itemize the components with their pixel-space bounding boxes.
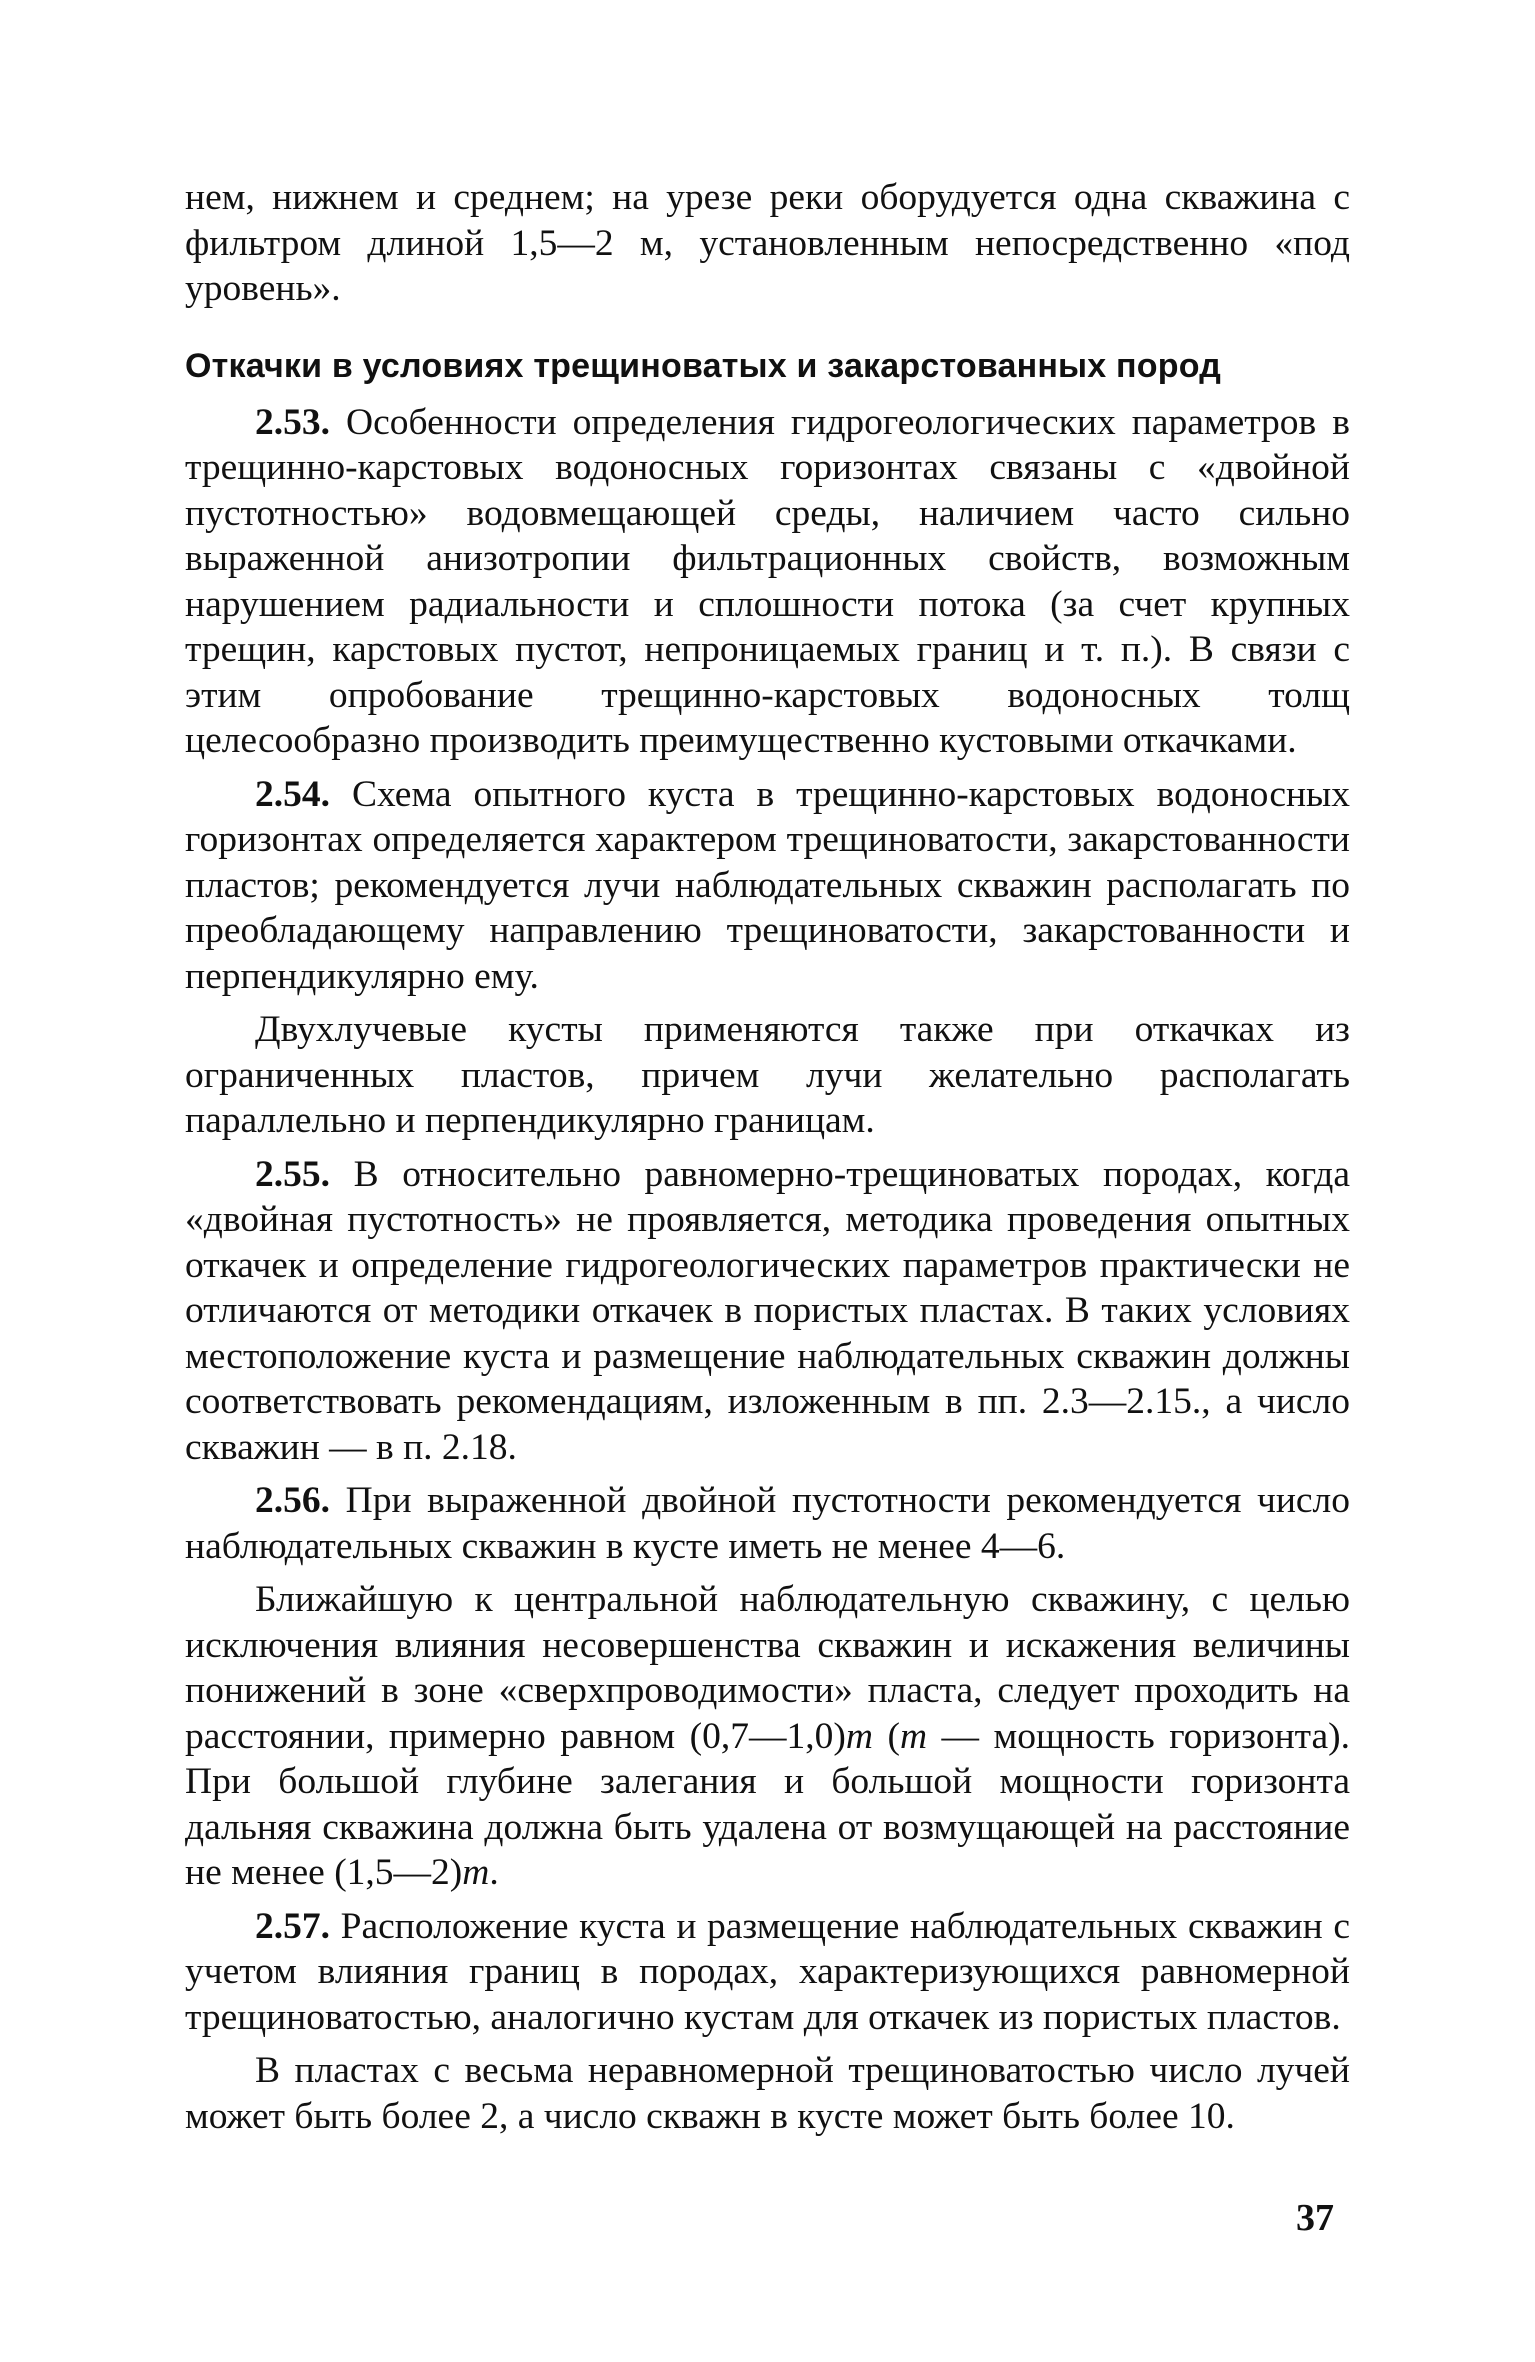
paragraph-2-54 [185, 772, 1350, 1000]
paragraph-text: В относительно равномерно-трещиноватых породах, когда «двойная пустотность» не проявляется, методика проведения опытных откачек и определение гидрогеологических параметров практически не отличаются от методики откачек в пористых пластах. В таких условиях местоположение куста и размещение наблюдательных скважин должны соответствовать рекомендациям, изложенным в пп. 2.3—2.15., а число скважин — в п. 2.18. [185, 1153, 1350, 1468]
clause-number: 2.57. [255, 1905, 330, 1947]
clause-number: 2.56. [255, 1480, 330, 1521]
paragraph-text: Расположение куста и размещение наблюдательных скважин с учетом влияния границ в породах, характеризующихся равномерной трещиноватостью, аналогично кустам для откачек из пористых пластов. [185, 1905, 1350, 2038]
page-body [185, 175, 1350, 2139]
section-heading: Откачки в условиях трещиноватых и закарстованных пород [185, 346, 1222, 385]
variable-m: m [845, 1715, 873, 1757]
paragraph-text: — мощность горизонта). При большой глубине залегания и большой мощности горизонта дальняя скважина должна быть удалена от возмущающей на расстояние не менее (1,5—2) [185, 1715, 1350, 1893]
paragraph-2-53 [185, 400, 1350, 764]
paragraph-text: При выраженной двойной пустотности рекомендуется число наблюдательных скважин в кусте иметь не менее 4—6. [185, 1480, 1350, 1567]
paragraph-text: Особенности определения гидрогеологических параметров в трещинно-карстовых водоносных горизонтах связаны с «двойной пустотностью» водовмещающей среды, наличием часто сильно выраженной анизотропии фильтрационных свойств, возможным нарушением радиальности и сплошности потока (за счет крупных трещин, карстовых пустот, непроницаемых границ и т. п.). В связи с этим опробование трещинно-карстовых водоносных толщ целесообразно производить преимущественно кустовыми откачками. [185, 401, 1350, 761]
paragraph-2-55 [185, 1152, 1350, 1471]
paragraph-text: Ближайшую к центральной наблюдательную скважину, с целью исключения влияния несовершенства скважин и искажения величины понижений в зоне «сверхпроводимости» пласта, следует проходить на расстоянии, примерно равном (0,7—1,0) [185, 1579, 1350, 1757]
paragraph-2-54-continued: Двухлучевые кусты применяются также при откачках из ограниченных пластов, причем лучи желательно располагать параллельно и перпендикулярно границам. [185, 1009, 1350, 1141]
clause-number: 2.54. [255, 773, 330, 815]
paragraph-text: . [489, 1852, 499, 1893]
page-number: 37 [1296, 2197, 1334, 2239]
paragraph-text: Схема опытного куста в трещинно-карстовых водоносных горизонтах определяется характером трещиноватости, закарстованности пластов; рекомендуется лучи наблюдательных скважин располагать по преобладающему направлению трещиноватости, закарстованности и перпендикулярно ему. [185, 773, 1350, 997]
paragraph-2-56 [185, 1478, 1350, 1569]
paragraph-text: ( [872, 1715, 900, 1757]
variable-m: m [462, 1852, 490, 1893]
intro-paragraph: нем, нижнем и среднем; на урезе реки оборудуется одна скважина с фильтром длиной 1,5—2 м, установленным непосредственно «под уровень». [185, 177, 1350, 309]
paragraph-2-57 [185, 1904, 1350, 2041]
clause-number: 2.55. [255, 1153, 330, 1195]
clause-number: 2.53. [255, 401, 330, 443]
variable-m: m [899, 1715, 928, 1757]
paragraph-2-57-continued: В пластах с весьма неравномерной трещиноватостью число лучей может быть более 2, а число скважн в кусте может быть более 10. [185, 2050, 1350, 2137]
paragraph-2-56-continued [185, 1577, 1350, 1896]
